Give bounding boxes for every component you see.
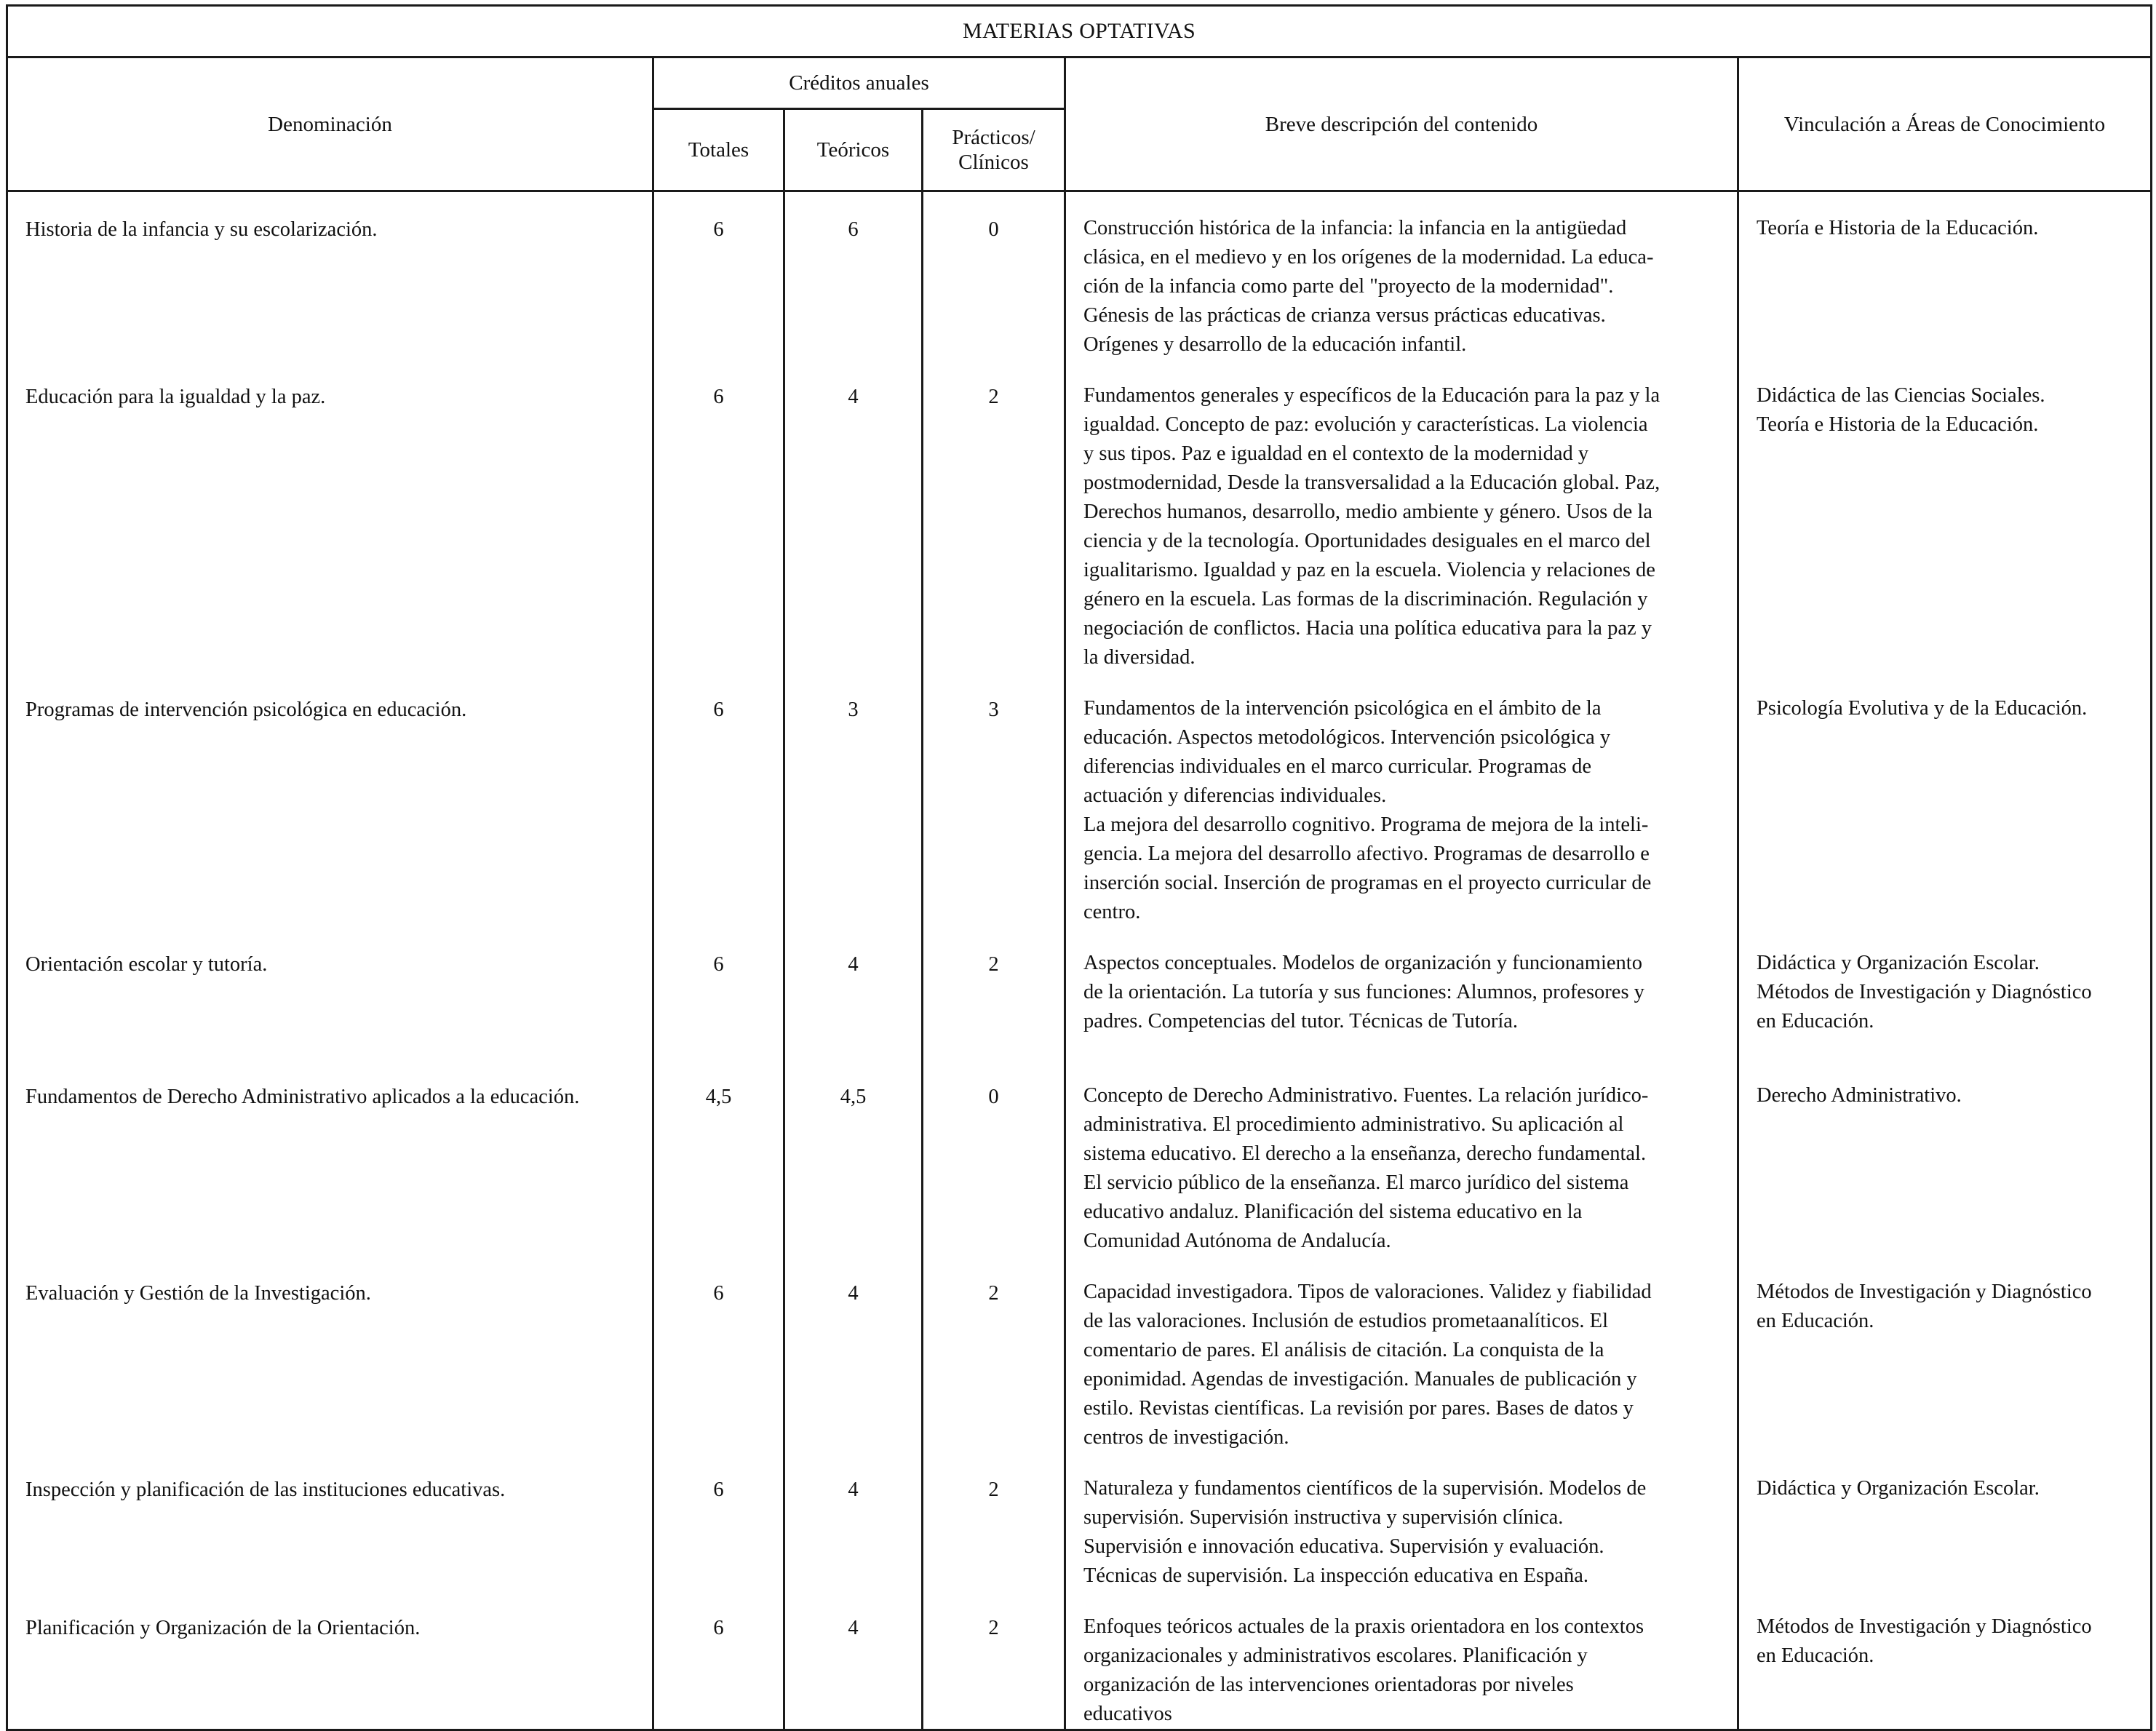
credits-practicos: 2 — [923, 1256, 1065, 1452]
description-line: Concepto de Derecho Administrativo. Fuentes. La relación jurídico- — [1083, 1084, 1649, 1107]
header-practicos-label — [929, 125, 1058, 175]
knowledge-area-line: Métodos de Investigación y Diagnóstico — [1757, 1615, 2092, 1638]
description-line: Fundamentos de la intervención psicológica en el ámbito de la — [1083, 697, 1602, 720]
knowledge-area — [1738, 1452, 2152, 1591]
description-line: postmodernidad, Desde la transversalidad a la Educación global. Paz, — [1083, 471, 1660, 494]
credits-teoricos: 6 — [784, 191, 923, 360]
description-line: género en la escuela. Las formas de la discriminación. Regulación y — [1083, 588, 1648, 610]
knowledge-area-line: Métodos de Investigación y Diagnóstico — [1757, 1281, 2092, 1303]
description-line: ciencia y de la tecnología. Oportunidades desiguales en el marco del — [1083, 530, 1651, 552]
knowledge-area-line: en Educación. — [1757, 1010, 1874, 1032]
description-line: Génesis de las prácticas de crianza versus prácticas educativas. — [1083, 304, 1606, 327]
credits-practicos: 2 — [923, 359, 1065, 672]
table-row — [7, 927, 2152, 1059]
credits-totales: 6 — [653, 1256, 784, 1452]
description-line: y sus tipos. Paz e igualdad en el contexto de la modernidad y — [1083, 442, 1589, 465]
credits-practicos: 2 — [923, 1591, 1065, 1730]
description-line: centro. — [1083, 901, 1141, 923]
credits-practicos: 0 — [923, 1059, 1065, 1256]
credits-totales: 6 — [653, 191, 784, 360]
description-line: educativo andaluz. Planificación del sistema educativo en la — [1083, 1201, 1583, 1223]
knowledge-area — [1738, 359, 2152, 672]
description-line: centros de investigación. — [1083, 1426, 1289, 1449]
header-practicos-line: Prácticos/ — [952, 126, 1035, 149]
description-line: comentario de pares. El análisis de citación. La conquista de la — [1083, 1339, 1604, 1361]
description-line: La mejora del desarrollo cognitivo. Programa de mejora de la inteli- — [1083, 813, 1649, 836]
knowledge-area-line: Teoría e Historia de la Educación. — [1757, 217, 2039, 239]
table-row — [7, 191, 2152, 360]
description-line: El servicio público de la enseñanza. El marco jurídico del sistema — [1083, 1171, 1629, 1194]
credits-practicos: 2 — [923, 927, 1065, 1059]
knowledge-area-line: Derecho Administrativo. — [1757, 1084, 1962, 1107]
header-denominacion: Denominación — [7, 57, 653, 191]
table-header — [7, 6, 2152, 191]
credits-practicos: 0 — [923, 191, 1065, 360]
description-line: inserción social. Inserción de programas en el proyecto curricular de — [1083, 872, 1652, 894]
subject-name: Educación para la igualdad y la paz. — [7, 359, 653, 672]
credits-totales: 6 — [653, 1452, 784, 1591]
credits-practicos: 3 — [923, 672, 1065, 927]
subject-description — [1065, 672, 1738, 927]
description-line: eponimidad. Agendas de investigación. Manuales de publicación y — [1083, 1368, 1637, 1390]
table-row — [7, 1256, 2152, 1452]
table-row — [7, 1059, 2152, 1256]
description-line: Enfoques teóricos actuales de la praxis orientadora en los contextos — [1083, 1615, 1644, 1638]
description-line: Comunidad Autónoma de Andalucía. — [1083, 1230, 1391, 1252]
knowledge-area-line: Didáctica y Organización Escolar. — [1757, 1477, 2040, 1500]
subject-description — [1065, 1059, 1738, 1256]
description-line: negociación de conflictos. Hacia una política educativa para la paz y — [1083, 617, 1652, 640]
subject-description — [1065, 1256, 1738, 1452]
table-row — [7, 1452, 2152, 1591]
knowledge-area — [1738, 1059, 2152, 1256]
knowledge-area-line: Didáctica de las Ciencias Sociales. — [1757, 384, 2045, 407]
credits-totales: 6 — [653, 672, 784, 927]
subject-description — [1065, 1591, 1738, 1730]
description-line: Capacidad investigadora. Tipos de valoraciones. Validez y fiabilidad — [1083, 1281, 1652, 1303]
table-row — [7, 672, 2152, 927]
description-line: igualdad. Concepto de paz: evolución y características. La violencia — [1083, 413, 1648, 436]
document-page — [6, 4, 2150, 1725]
description-line: educación. Aspectos metodológicos. Intervención psicológica y — [1083, 726, 1611, 749]
knowledge-area-line: en Educación. — [1757, 1644, 1874, 1667]
description-line: Aspectos conceptuales. Modelos de organización y funcionamiento — [1083, 952, 1642, 974]
table-row — [7, 1591, 2152, 1730]
description-line: estilo. Revistas científicas. La revisión por pares. Bases de datos y — [1083, 1397, 1634, 1420]
header-creditos-anuales: Créditos anuales — [653, 57, 1065, 109]
knowledge-area — [1738, 672, 2152, 927]
knowledge-area-line: en Educación. — [1757, 1310, 1874, 1332]
description-line: de las valoraciones. Inclusión de estudios prometaanalíticos. El — [1083, 1310, 1609, 1332]
subject-description — [1065, 927, 1738, 1059]
description-line: Naturaleza y fundamentos científicos de la supervisión. Modelos de — [1083, 1477, 1647, 1500]
knowledge-area — [1738, 927, 2152, 1059]
description-line: actuación y diferencias individuales. — [1083, 784, 1387, 807]
credits-teoricos: 4 — [784, 359, 923, 672]
description-line: Orígenes y desarrollo de la educación infantil. — [1083, 333, 1467, 356]
description-line: diferencias individuales en el marco curricular. Programas de — [1083, 755, 1591, 778]
description-line: gencia. La mejora del desarrollo afectivo. Programas de desarrollo e — [1083, 843, 1650, 865]
knowledge-area-line: Psicología Evolutiva y de la Educación. — [1757, 697, 2088, 720]
credits-totales: 6 — [653, 1591, 784, 1730]
subject-name: Fundamentos de Derecho Administrativo aplicados a la educación. — [7, 1059, 653, 1256]
description-line: educativos — [1083, 1703, 1172, 1725]
description-line: la diversidad. — [1083, 646, 1196, 669]
description-line: Construcción histórica de la infancia: la infancia en la antigüedad — [1083, 217, 1627, 239]
knowledge-area-line: Métodos de Investigación y Diagnóstico — [1757, 981, 2092, 1003]
header-practicos — [923, 109, 1065, 191]
description-line: padres. Competencias del tutor. Técnicas de Tutoría. — [1083, 1010, 1519, 1032]
knowledge-area — [1738, 191, 2152, 360]
credits-teoricos: 4 — [784, 1591, 923, 1730]
subject-description — [1065, 1452, 1738, 1591]
description-line: sistema educativo. El derecho a la enseñanza, derecho fundamental. — [1083, 1142, 1647, 1165]
knowledge-area — [1738, 1256, 2152, 1452]
description-line: organización de las intervenciones orientadoras por niveles — [1083, 1674, 1574, 1696]
credits-teoricos: 4 — [784, 927, 923, 1059]
header-descripcion: Breve descripción del contenido — [1065, 57, 1738, 191]
credits-teoricos: 4 — [784, 1256, 923, 1452]
description-line: clásica, en el medievo y en los orígenes de la modernidad. La educa- — [1083, 246, 1654, 268]
table-body — [7, 191, 2152, 1730]
knowledge-area-line: Teoría e Historia de la Educación. — [1757, 413, 2039, 436]
description-line: organizacionales y administrativos escolares. Planificación y — [1083, 1644, 1588, 1667]
subject-description — [1065, 359, 1738, 672]
description-line: administrativa. El procedimiento administrativo. Su aplicación al — [1083, 1113, 1624, 1136]
subject-name: Historia de la infancia y su escolarización. — [7, 191, 653, 360]
credits-totales: 6 — [653, 359, 784, 672]
credits-practicos: 2 — [923, 1452, 1065, 1591]
subject-name: Evaluación y Gestión de la Investigación. — [7, 1256, 653, 1452]
knowledge-area-line: Didáctica y Organización Escolar. — [1757, 952, 2040, 974]
credits-teoricos: 4 — [784, 1452, 923, 1591]
subject-description — [1065, 191, 1738, 360]
description-line: Fundamentos generales y específicos de la Educación para la paz y la — [1083, 384, 1660, 407]
subject-name: Orientación escolar y tutoría. — [7, 927, 653, 1059]
credits-teoricos: 4,5 — [784, 1059, 923, 1256]
description-line: igualitarismo. Igualdad y paz en la escuela. Violencia y relaciones de — [1083, 559, 1655, 581]
header-vinculacion: Vinculación a Áreas de Conocimiento — [1738, 57, 2152, 191]
description-line: Derechos humanos, desarrollo, medio ambiente y género. Usos de la — [1083, 501, 1652, 523]
description-line: de la orientación. La tutoría y sus funciones: Alumnos, profesores y — [1083, 981, 1644, 1003]
subject-name: Inspección y planificación de las instituciones educativas. — [7, 1452, 653, 1591]
subject-name: Programas de intervención psicológica en educación. — [7, 672, 653, 927]
credits-teoricos: 3 — [784, 672, 923, 927]
header-totales: Totales — [653, 109, 784, 191]
subject-name: Planificación y Organización de la Orientación. — [7, 1591, 653, 1730]
header-teoricos: Teóricos — [784, 109, 923, 191]
table-title: MATERIAS OPTATIVAS — [7, 6, 2152, 57]
knowledge-area — [1738, 1591, 2152, 1730]
credits-totales: 4,5 — [653, 1059, 784, 1256]
materias-optativas-table — [6, 4, 2152, 1731]
credits-totales: 6 — [653, 927, 784, 1059]
description-line: Supervisión e innovación educativa. Supervisión y evaluación. — [1083, 1535, 1604, 1558]
table-row — [7, 359, 2152, 672]
description-line: ción de la infancia como parte del "proyecto de la modernidad". — [1083, 275, 1614, 298]
header-practicos-line: Clínicos — [958, 151, 1029, 174]
description-line: supervisión. Supervisión instructiva y supervisión clínica. — [1083, 1506, 1564, 1529]
description-line: Técnicas de supervisión. La inspección educativa en España. — [1083, 1564, 1589, 1587]
